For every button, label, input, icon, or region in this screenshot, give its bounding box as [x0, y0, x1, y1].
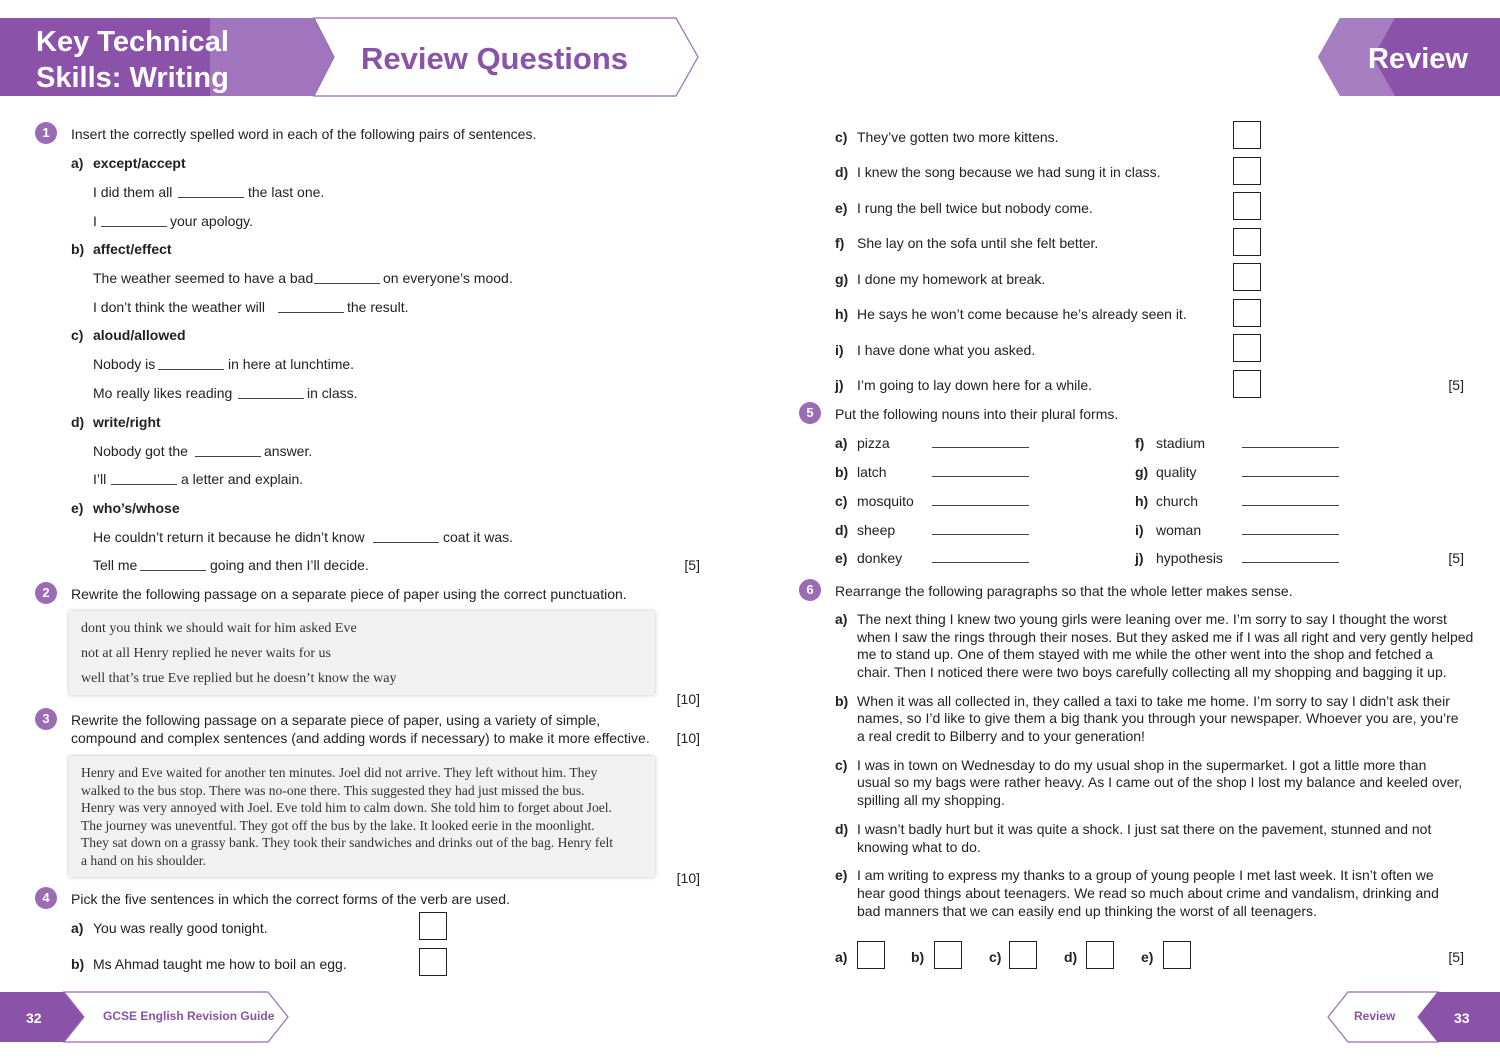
- q6d-label: d): [835, 821, 849, 837]
- q1b-words: affect/effect: [93, 241, 172, 257]
- q1-marks: [5]: [684, 557, 700, 573]
- q1b-s2-after: the result.: [347, 299, 409, 315]
- q6a-label: a): [835, 611, 848, 627]
- footer-book-title: GCSE English Revision Guide: [103, 1009, 275, 1023]
- footer-section-label: Review: [1354, 1009, 1396, 1023]
- q4c-label: c): [835, 129, 848, 145]
- q1c-label: c): [71, 327, 84, 343]
- q5-prompt: Put the following nouns into their plural forms.: [835, 406, 1119, 422]
- review-tab-label: Review: [1368, 43, 1468, 75]
- q4-prompt: Pick the five sentences in which the correct forms of the verb are used.: [71, 891, 510, 907]
- q6e-line-1: I am writing to express my thanks to a group of young people I met last week. It isn’t often we: [857, 867, 1434, 883]
- q2-passage-line-2: not at all Henry replied he never waits for us: [81, 646, 331, 661]
- q3-passage-line-3: Henry was very annoyed with Joel. Eve told him to calm down. She told him to forget about Joel.: [81, 800, 612, 815]
- q1c-s2-before: Mo really likes reading: [93, 385, 233, 401]
- q6e-line-3: bad manners that we can easily end up thinking the worst of all teenagers.: [857, 903, 1317, 919]
- q4b-text: Ms Ahmad taught me how to boil an egg.: [93, 956, 347, 972]
- q4d-text: I knew the song because we had sung it in class.: [857, 164, 1161, 180]
- q1a-label: a): [71, 155, 84, 171]
- q6e-line-2: hear good things about teenagers. We read so much about crime and vandalism, drinking and: [857, 885, 1439, 901]
- q4d-label: d): [835, 164, 849, 180]
- q4c-checkbox[interactable]: [1233, 121, 1261, 149]
- q1e-s2-blank[interactable]: [140, 570, 206, 571]
- q1c-words: aloud/allowed: [93, 327, 186, 343]
- q4c-text: They’ve gotten two more kittens.: [857, 129, 1059, 145]
- q6-answer-box-e[interactable]: [1163, 941, 1191, 969]
- q6b-line-1: When it was all collected in, they called a taxi to take me home. I’m sorry to say I didn’t ask their: [857, 693, 1450, 709]
- footer-page-number-left: 32: [26, 1010, 42, 1026]
- header-section-banner-shade: [210, 18, 336, 96]
- q6-answer-label-a: a): [835, 949, 848, 965]
- q4f-label: f): [835, 235, 845, 251]
- q5b-answer-line[interactable]: [932, 476, 1029, 477]
- q4e-label: e): [835, 200, 848, 216]
- q5d-answer-line[interactable]: [932, 534, 1029, 535]
- q1b-s1-blank[interactable]: [314, 283, 380, 284]
- q4-marks: [5]: [1448, 377, 1464, 393]
- q5j-word: hypothesis: [1156, 550, 1223, 566]
- q6-answer-label-e: e): [1141, 949, 1154, 965]
- q1d-s1-blank[interactable]: [195, 456, 261, 457]
- q3-passage-line-2: walked to the bus stop. There was no-one there. This suggested they had just missed the bus.: [81, 783, 585, 798]
- q5g-answer-line[interactable]: [1242, 476, 1339, 477]
- q5f-answer-line[interactable]: [1242, 447, 1339, 448]
- q5-marks: [5]: [1448, 550, 1464, 566]
- q3-prompt-line-2: compound and complex sentences (and adding words if necessary) to make it more effective.: [71, 730, 650, 746]
- q1b-s1-before: The weather seemed to have a bad: [93, 270, 314, 286]
- q2-marks: [10]: [676, 691, 700, 707]
- footer-page-number-right: 33: [1454, 1010, 1470, 1026]
- q6-answer-label-b: b): [911, 949, 925, 965]
- q1e-s2-before: Tell me: [93, 557, 138, 573]
- q6-answer-box-b[interactable]: [934, 941, 962, 969]
- q1e-s2-after: going and then I’ll decide.: [210, 557, 369, 573]
- q4h-text: He says he won’t come because he’s already seen it.: [857, 306, 1187, 322]
- q5b-word: latch: [857, 464, 887, 480]
- q4e-checkbox[interactable]: [1233, 192, 1261, 220]
- q4h-label: h): [835, 306, 849, 322]
- q3-marks-bottom: [10]: [676, 870, 700, 886]
- q3-passage-line-1: Henry and Eve waited for another ten minutes. Joel did not arrive. They left without him. They: [81, 765, 598, 780]
- q4b-checkbox[interactable]: [419, 948, 447, 976]
- question-number-2: 2: [35, 582, 57, 604]
- q6-answer-box-d[interactable]: [1086, 941, 1114, 969]
- q5c-word: mosquito: [857, 493, 914, 509]
- page-title: Review Questions: [361, 41, 629, 76]
- question-number-6: 6: [799, 579, 821, 601]
- q4f-text: She lay on the sofa until she felt better.: [857, 235, 1099, 251]
- q4j-label: j): [835, 377, 844, 393]
- q6c-label: c): [835, 757, 848, 773]
- q1e-words: who’s/whose: [93, 500, 180, 516]
- question-number-5: 5: [799, 402, 821, 424]
- question-number-1: 1: [35, 122, 57, 144]
- q4i-label: i): [835, 342, 844, 358]
- q4f-checkbox[interactable]: [1233, 228, 1261, 256]
- q1e-s1-after: coat it was.: [443, 529, 514, 545]
- q1a-s2-after: your apology.: [170, 213, 254, 229]
- q5e-answer-line[interactable]: [932, 562, 1029, 563]
- q1c-s1-blank[interactable]: [158, 369, 224, 370]
- q1a-s1-before: I did them all: [93, 184, 173, 200]
- q1d-s1-after: answer.: [264, 443, 313, 459]
- q5i-word: woman: [1156, 522, 1202, 538]
- q4b-label: b): [71, 956, 85, 972]
- q6a-line-3: me to stand up. One of them stayed with me while the other went into the shop and fetched a: [857, 646, 1433, 662]
- q4a-text: You was really good tonight.: [93, 920, 268, 936]
- q4g-label: g): [835, 271, 849, 287]
- q5f-word: stadium: [1156, 435, 1206, 451]
- q3-passage-line-6: a hand on his shoulder.: [81, 853, 206, 868]
- q1e-s1-before: He couldn’t return it because he didn’t know: [93, 529, 365, 545]
- q2-prompt: Rewrite the following passage on a separate piece of paper using the correct punctuation.: [71, 586, 627, 602]
- q5b-label: b): [835, 464, 849, 480]
- q5e-label: e): [835, 550, 848, 566]
- q1-prompt: Insert the correctly spelled word in each of the following pairs of sentences.: [71, 126, 537, 142]
- q1b-s2-blank[interactable]: [278, 312, 344, 313]
- q1e-label: e): [71, 500, 84, 516]
- q5g-word: quality: [1156, 464, 1197, 480]
- q6-answer-box-a[interactable]: [857, 941, 885, 969]
- q4g-text: I done my homework at break.: [857, 271, 1046, 287]
- q2-passage-line-1: dont you think we should wait for him asked Eve: [81, 621, 357, 636]
- q1e-s1-blank[interactable]: [373, 542, 439, 543]
- q4i-text: I have done what you asked.: [857, 342, 1036, 358]
- q1b-s1-after: on everyone’s mood.: [383, 270, 513, 286]
- q4i-checkbox[interactable]: [1233, 334, 1261, 362]
- q6b-line-2: names, so I’d like to give them a big thank you through your newspaper. Whoever you are, you’re: [857, 710, 1459, 726]
- q6b-line-3: a real credit to Bilberry and to your generation!: [857, 728, 1145, 744]
- q3-passage-line-4: The journey was uneventful. They got off the bus by the lake. It looked eerie in the moonlight.: [81, 818, 595, 833]
- q1c-s2-after: in class.: [307, 385, 358, 401]
- q4a-label: a): [71, 920, 84, 936]
- q4g-checkbox[interactable]: [1233, 263, 1261, 291]
- q6-marks: [5]: [1448, 949, 1464, 965]
- q6-prompt: Rearrange the following paragraphs so that the whole letter makes sense.: [835, 583, 1293, 599]
- q5j-answer-line[interactable]: [1242, 562, 1339, 563]
- question-number-4: 4: [35, 887, 57, 909]
- q2-passage-line-3: well that’s true Eve replied but he doesn’t know the way: [81, 671, 397, 686]
- q6-answer-label-d: d): [1064, 949, 1078, 965]
- q6b-label: b): [835, 693, 849, 709]
- q5h-answer-line[interactable]: [1242, 505, 1339, 506]
- q1d-s1-before: Nobody got the: [93, 443, 188, 459]
- q4j-checkbox[interactable]: [1233, 370, 1261, 398]
- q5f-label: f): [1135, 435, 1145, 451]
- q5h-word: church: [1156, 493, 1199, 509]
- q3-passage-line-5: They sat down on a grassy bank. They took their sandwiches and drinks out of the bag. Henry felt: [81, 835, 614, 850]
- q5c-label: c): [835, 493, 848, 509]
- q4d-checkbox[interactable]: [1233, 157, 1261, 185]
- section-title-line2: Skills: Writing: [36, 62, 229, 94]
- q1a-words: except/accept: [93, 155, 186, 171]
- q5j-label: j): [1135, 550, 1144, 566]
- q1a-s2-before: I: [93, 213, 97, 229]
- q6-answer-box-c[interactable]: [1009, 941, 1037, 969]
- q6c-line-1: I was in town on Wednesday to do my usual shop in the supermarket. I got a little more than: [857, 757, 1427, 773]
- q5d-word: sheep: [857, 522, 896, 538]
- q1d-s2-after: a letter and explain.: [181, 471, 304, 487]
- q5d-label: d): [835, 522, 849, 538]
- q1a-s1-blank[interactable]: [178, 197, 244, 198]
- q4a-checkbox[interactable]: [419, 912, 447, 940]
- q4h-checkbox[interactable]: [1233, 299, 1261, 327]
- q6c-line-3: spilling all my shopping.: [857, 792, 1005, 808]
- q1b-s2-before: I don’t think the weather will: [93, 299, 265, 315]
- q1c-s1-before: Nobody is: [93, 356, 156, 372]
- q5a-word: pizza: [857, 435, 890, 451]
- q6a-line-2: when I saw the rings through their noses. But they asked me if I was all right and very gently helped: [857, 629, 1474, 645]
- q3-marks-top: [10]: [676, 730, 700, 746]
- q1d-s2-blank[interactable]: [111, 484, 177, 485]
- q6c-line-2: usual so my bags were rather heavy. As I came out of the shop I lost my balance and keeled over,: [857, 774, 1463, 790]
- q1b-label: b): [71, 241, 85, 257]
- q1a-s2-blank[interactable]: [101, 226, 167, 227]
- q5i-label: i): [1135, 522, 1144, 538]
- q1c-s1-after: in here at lunchtime.: [228, 356, 355, 372]
- q6-answer-label-c: c): [989, 949, 1002, 965]
- q1a-s1-after: the last one.: [248, 184, 325, 200]
- q3-prompt-line-1: Rewrite the following passage on a separate piece of paper, using a variety of simple,: [71, 712, 601, 728]
- q4j-text: I’m going to lay down here for a while.: [857, 377, 1093, 393]
- q6d-line-1: I wasn’t badly hurt but it was quite a shock. I just sat there on the pavement, stunned and not: [857, 821, 1432, 837]
- q6e-label: e): [835, 867, 848, 883]
- q1d-words: write/right: [93, 414, 161, 430]
- q6a-line-1: The next thing I knew two young girls were leaning over me. I’m sorry to say I thought the worst: [857, 611, 1447, 627]
- q6a-line-4: chair. Then I noticed there were two boys carefully collecting all my shopping and bagging it up.: [857, 664, 1447, 680]
- q5i-answer-line[interactable]: [1242, 534, 1339, 535]
- q6d-line-2: knowing what to do.: [857, 839, 981, 855]
- q4e-text: I rung the bell twice but nobody come.: [857, 200, 1093, 216]
- q1d-label: d): [71, 414, 85, 430]
- q1c-s2-blank[interactable]: [238, 398, 304, 399]
- q5c-answer-line[interactable]: [932, 505, 1029, 506]
- q5a-label: a): [835, 435, 848, 451]
- q5g-label: g): [1135, 464, 1149, 480]
- q5e-word: donkey: [857, 550, 903, 566]
- question-number-3: 3: [35, 708, 57, 730]
- q5a-answer-line[interactable]: [932, 447, 1029, 448]
- q5h-label: h): [1135, 493, 1149, 509]
- section-title-line1: Key Technical: [36, 26, 229, 58]
- q1d-s2-before: I’ll: [93, 471, 107, 487]
